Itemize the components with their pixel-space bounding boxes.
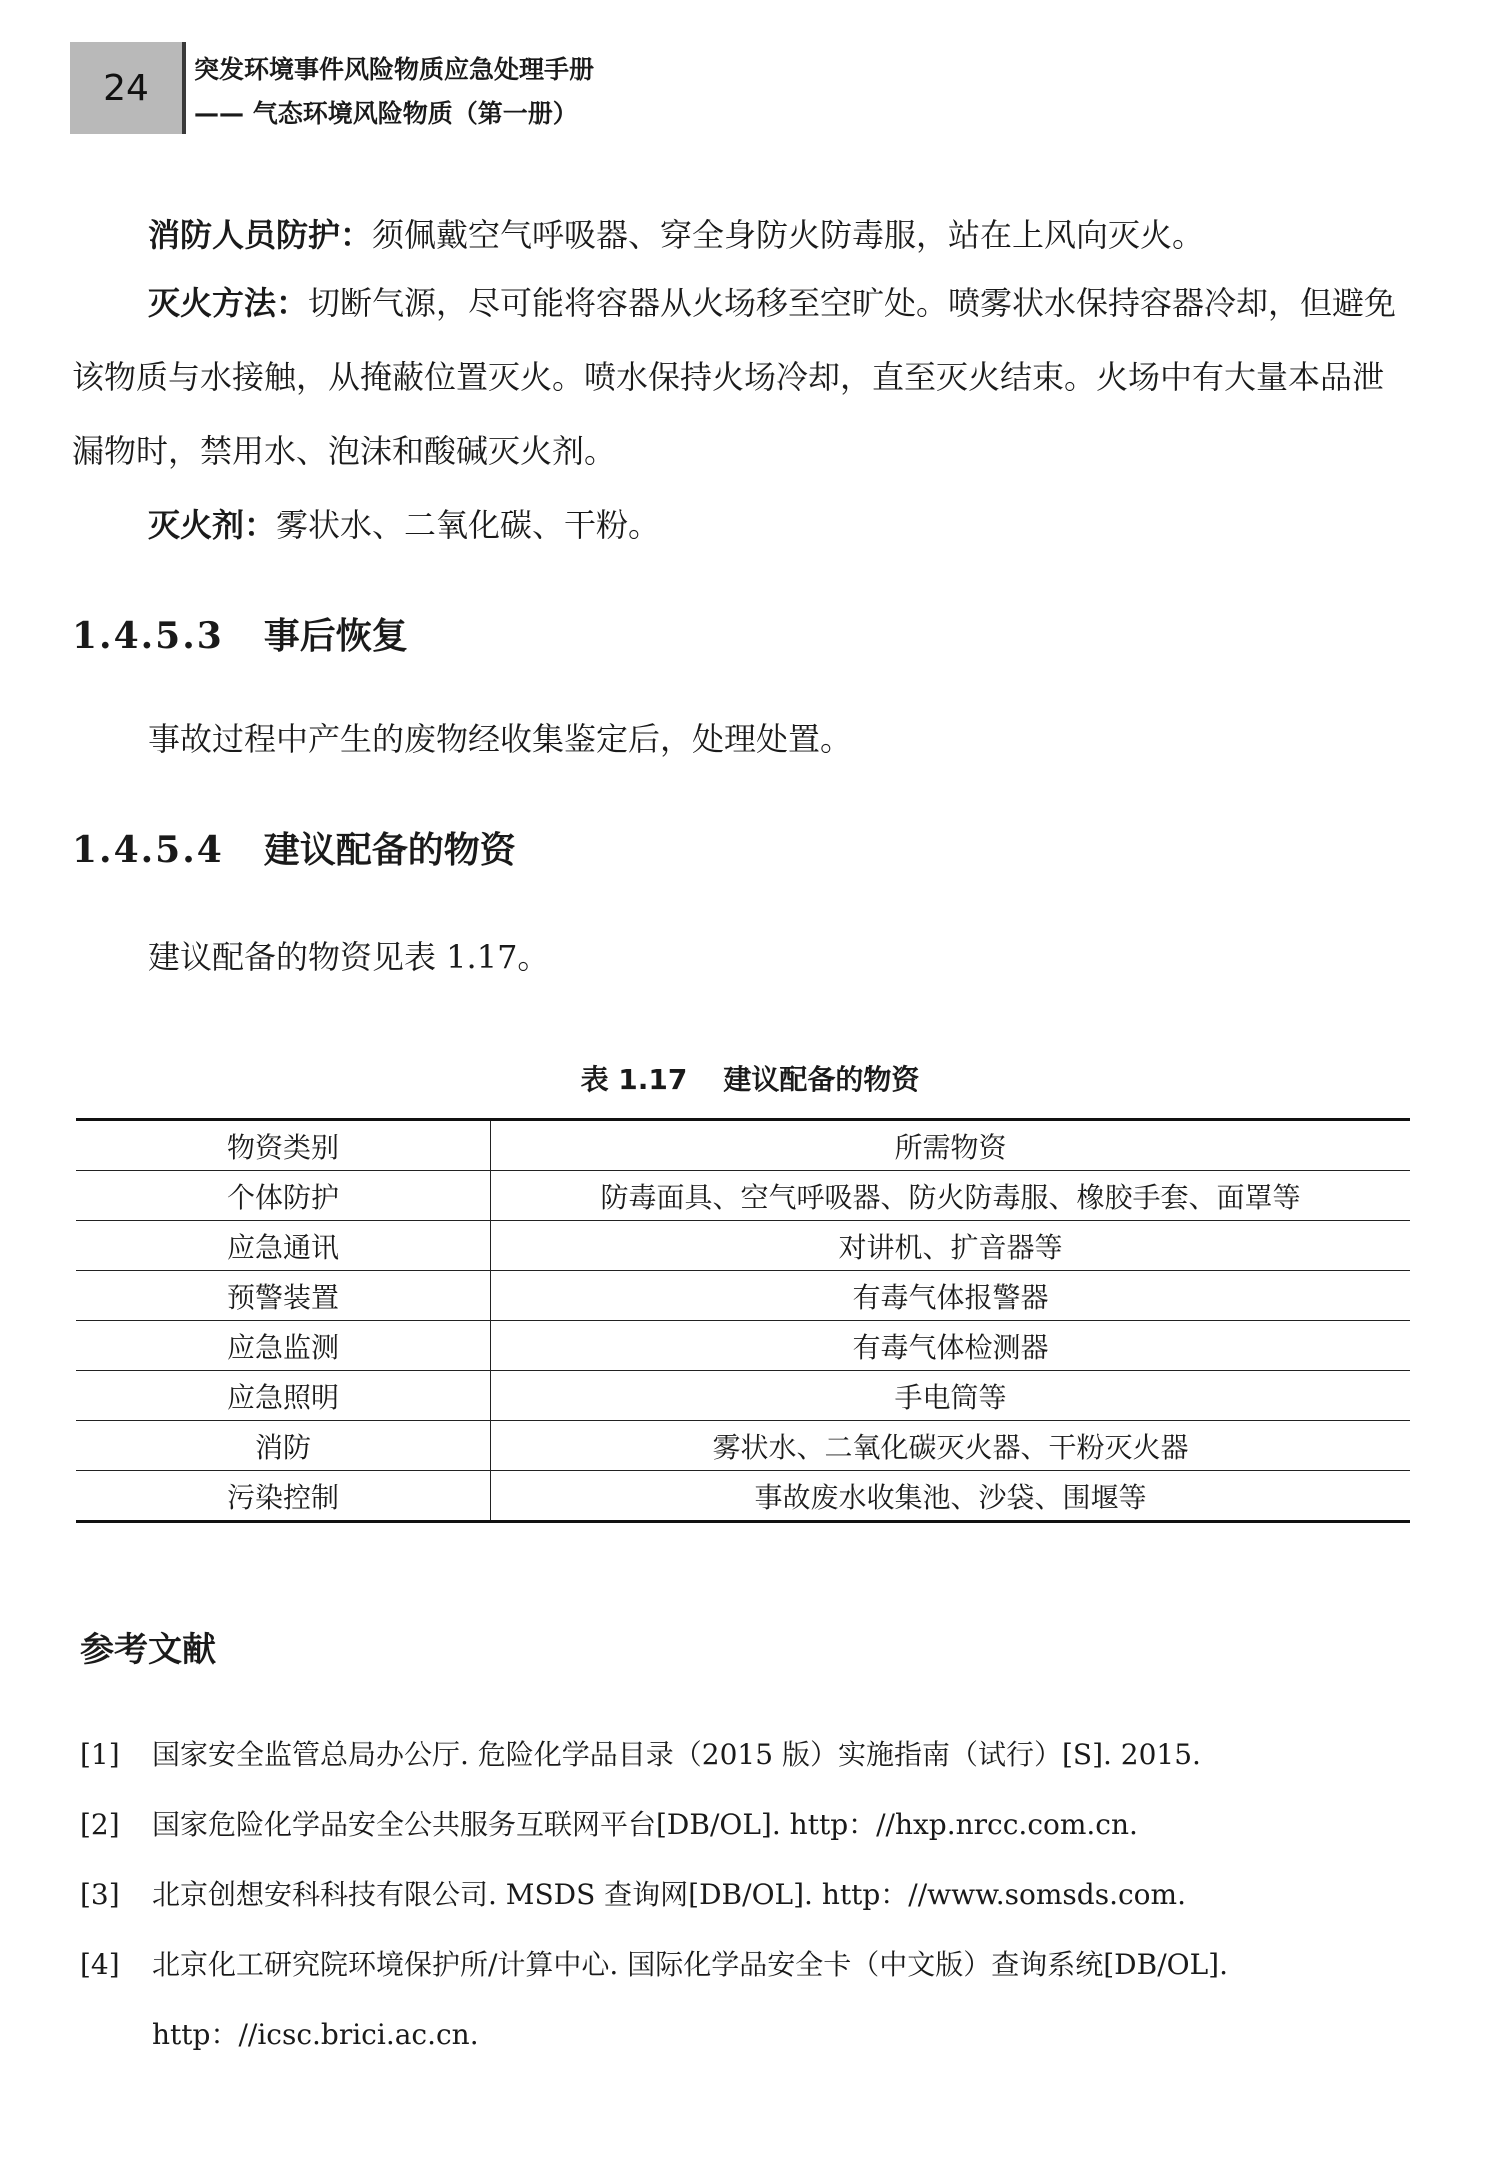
recovery-paragraph: 事故过程中产生的废物经收集鉴定后，处理处置。 <box>148 720 853 758</box>
reference-number: [4] <box>80 1948 120 1981</box>
table-row <box>76 1371 1410 1421</box>
reference-text: 国家安全监管总局办公厅. 危险化学品目录（2015 版）实施指南（试行）[S]. 2015. <box>152 1738 1201 1771</box>
table-row <box>76 1221 1410 1271</box>
references-heading: 参考文献 <box>80 1630 216 1670</box>
reference-item <box>80 1930 1440 2070</box>
reference-url-continuation: http：//icsc.brici.ac.cn. <box>152 2018 479 2051</box>
table-cell-materials: 防毒面具、空气呼吸器、防火防毒服、橡胶手套、面罩等 <box>491 1171 1411 1221</box>
table-cell-category: 预警装置 <box>76 1271 491 1321</box>
table-header-materials: 所需物资 <box>491 1120 1411 1171</box>
table-cell-category: 应急监测 <box>76 1321 491 1371</box>
reference-number: [3] <box>80 1878 120 1911</box>
materials-paragraph: 建议配备的物资见表 1.17。 <box>148 938 550 976</box>
section-title: 建议配备的物资 <box>263 830 516 871</box>
table-cell-materials: 有毒气体检测器 <box>491 1321 1411 1371</box>
table-header-row <box>76 1120 1410 1171</box>
table-row <box>76 1471 1410 1522</box>
table-caption-number: 表 1.17 <box>580 1063 688 1096</box>
table-header-category: 物资类别 <box>76 1120 491 1171</box>
header-divider <box>182 42 186 134</box>
section-number: 1.4.5.3 <box>72 615 224 657</box>
table-cell-materials: 事故废水收集池、沙袋、围堰等 <box>754 1480 1147 1514</box>
fire-method-text: 切断气源，尽可能将容器从火场移至空旷处。喷雾状水保持容器冷却，但避免该物质与水接触，从掩蔽位置灭火。喷水保持火场冷却，直至灭火结束。火场中有大量本品泄漏物时，禁用水、泡沫和酸碱灭火剂。 <box>72 284 1397 470</box>
table-cell-materials: 雾状水、二氧化碳灭火器、干粉灭火器 <box>491 1421 1411 1471</box>
fire-protection-text: 须佩戴空气呼吸器、穿全身防火防毒服，站在上风向灭火。 <box>372 216 1205 254</box>
table-cell-materials: 手电筒等 <box>491 1371 1411 1421</box>
table-cell-category: 应急通讯 <box>76 1221 491 1271</box>
reference-text: 北京创想安科科技有限公司. MSDS 查询网[DB/OL]. http：//www.somsds.com. <box>152 1878 1186 1911</box>
reference-number: [2] <box>80 1808 120 1841</box>
reference-item <box>80 1790 1440 1860</box>
fire-method-label: 灭火方法： <box>148 284 309 322</box>
table-cell-materials: 有毒气体报警器 <box>491 1271 1411 1321</box>
table-cell-category: 消防 <box>76 1421 491 1471</box>
page-header <box>70 42 1430 134</box>
reference-item <box>80 1860 1440 1930</box>
reference-number: [1] <box>80 1738 120 1771</box>
book-subtitle: —— 气态环境风险物质（第一册） <box>194 99 578 128</box>
fire-agent-label: 灭火剂： <box>148 506 277 544</box>
fire-protection-paragraph <box>72 198 1412 272</box>
fire-protection-label: 消防人员防护： <box>148 216 373 254</box>
reference-text: 国家危险化学品安全公共服务互联网平台[DB/OL]. http：//hxp.nrcc.com.cn. <box>152 1808 1138 1841</box>
section-heading-materials <box>72 822 516 873</box>
table-row <box>76 1171 1410 1221</box>
table-row <box>76 1421 1410 1471</box>
table-cell-category: 应急照明 <box>76 1371 491 1421</box>
materials-table <box>76 1118 1410 1523</box>
fire-method-paragraph <box>72 266 1412 488</box>
table-cell-materials: 对讲机、扩音器等 <box>491 1221 1411 1271</box>
fire-agent-paragraph <box>72 488 1412 562</box>
table-caption <box>0 1058 1500 1098</box>
section-number: 1.4.5.4 <box>72 829 224 871</box>
page-number: 24 <box>70 42 182 134</box>
reference-text: 北京化工研究院环境保护所/计算中心. 国际化学品安全卡（中文版）查询系统[DB/OL]. <box>152 1948 1228 1981</box>
references-list <box>80 1720 1440 2070</box>
reference-text-block <box>152 1930 1440 2070</box>
reference-item <box>80 1720 1440 1790</box>
section-heading-recovery <box>72 608 408 659</box>
table-row <box>76 1271 1410 1321</box>
table-cell-category: 污染控制 <box>76 1471 491 1522</box>
fire-agent-text: 雾状水、二氧化碳、干粉。 <box>276 506 661 544</box>
table-cell-category: 个体防护 <box>76 1171 491 1221</box>
section-title: 事后恢复 <box>263 616 408 657</box>
book-title: 突发环境事件风险物质应急处理手册 <box>194 55 595 84</box>
table-row <box>76 1321 1410 1371</box>
table-caption-title: 建议配备的物资 <box>723 1063 920 1096</box>
